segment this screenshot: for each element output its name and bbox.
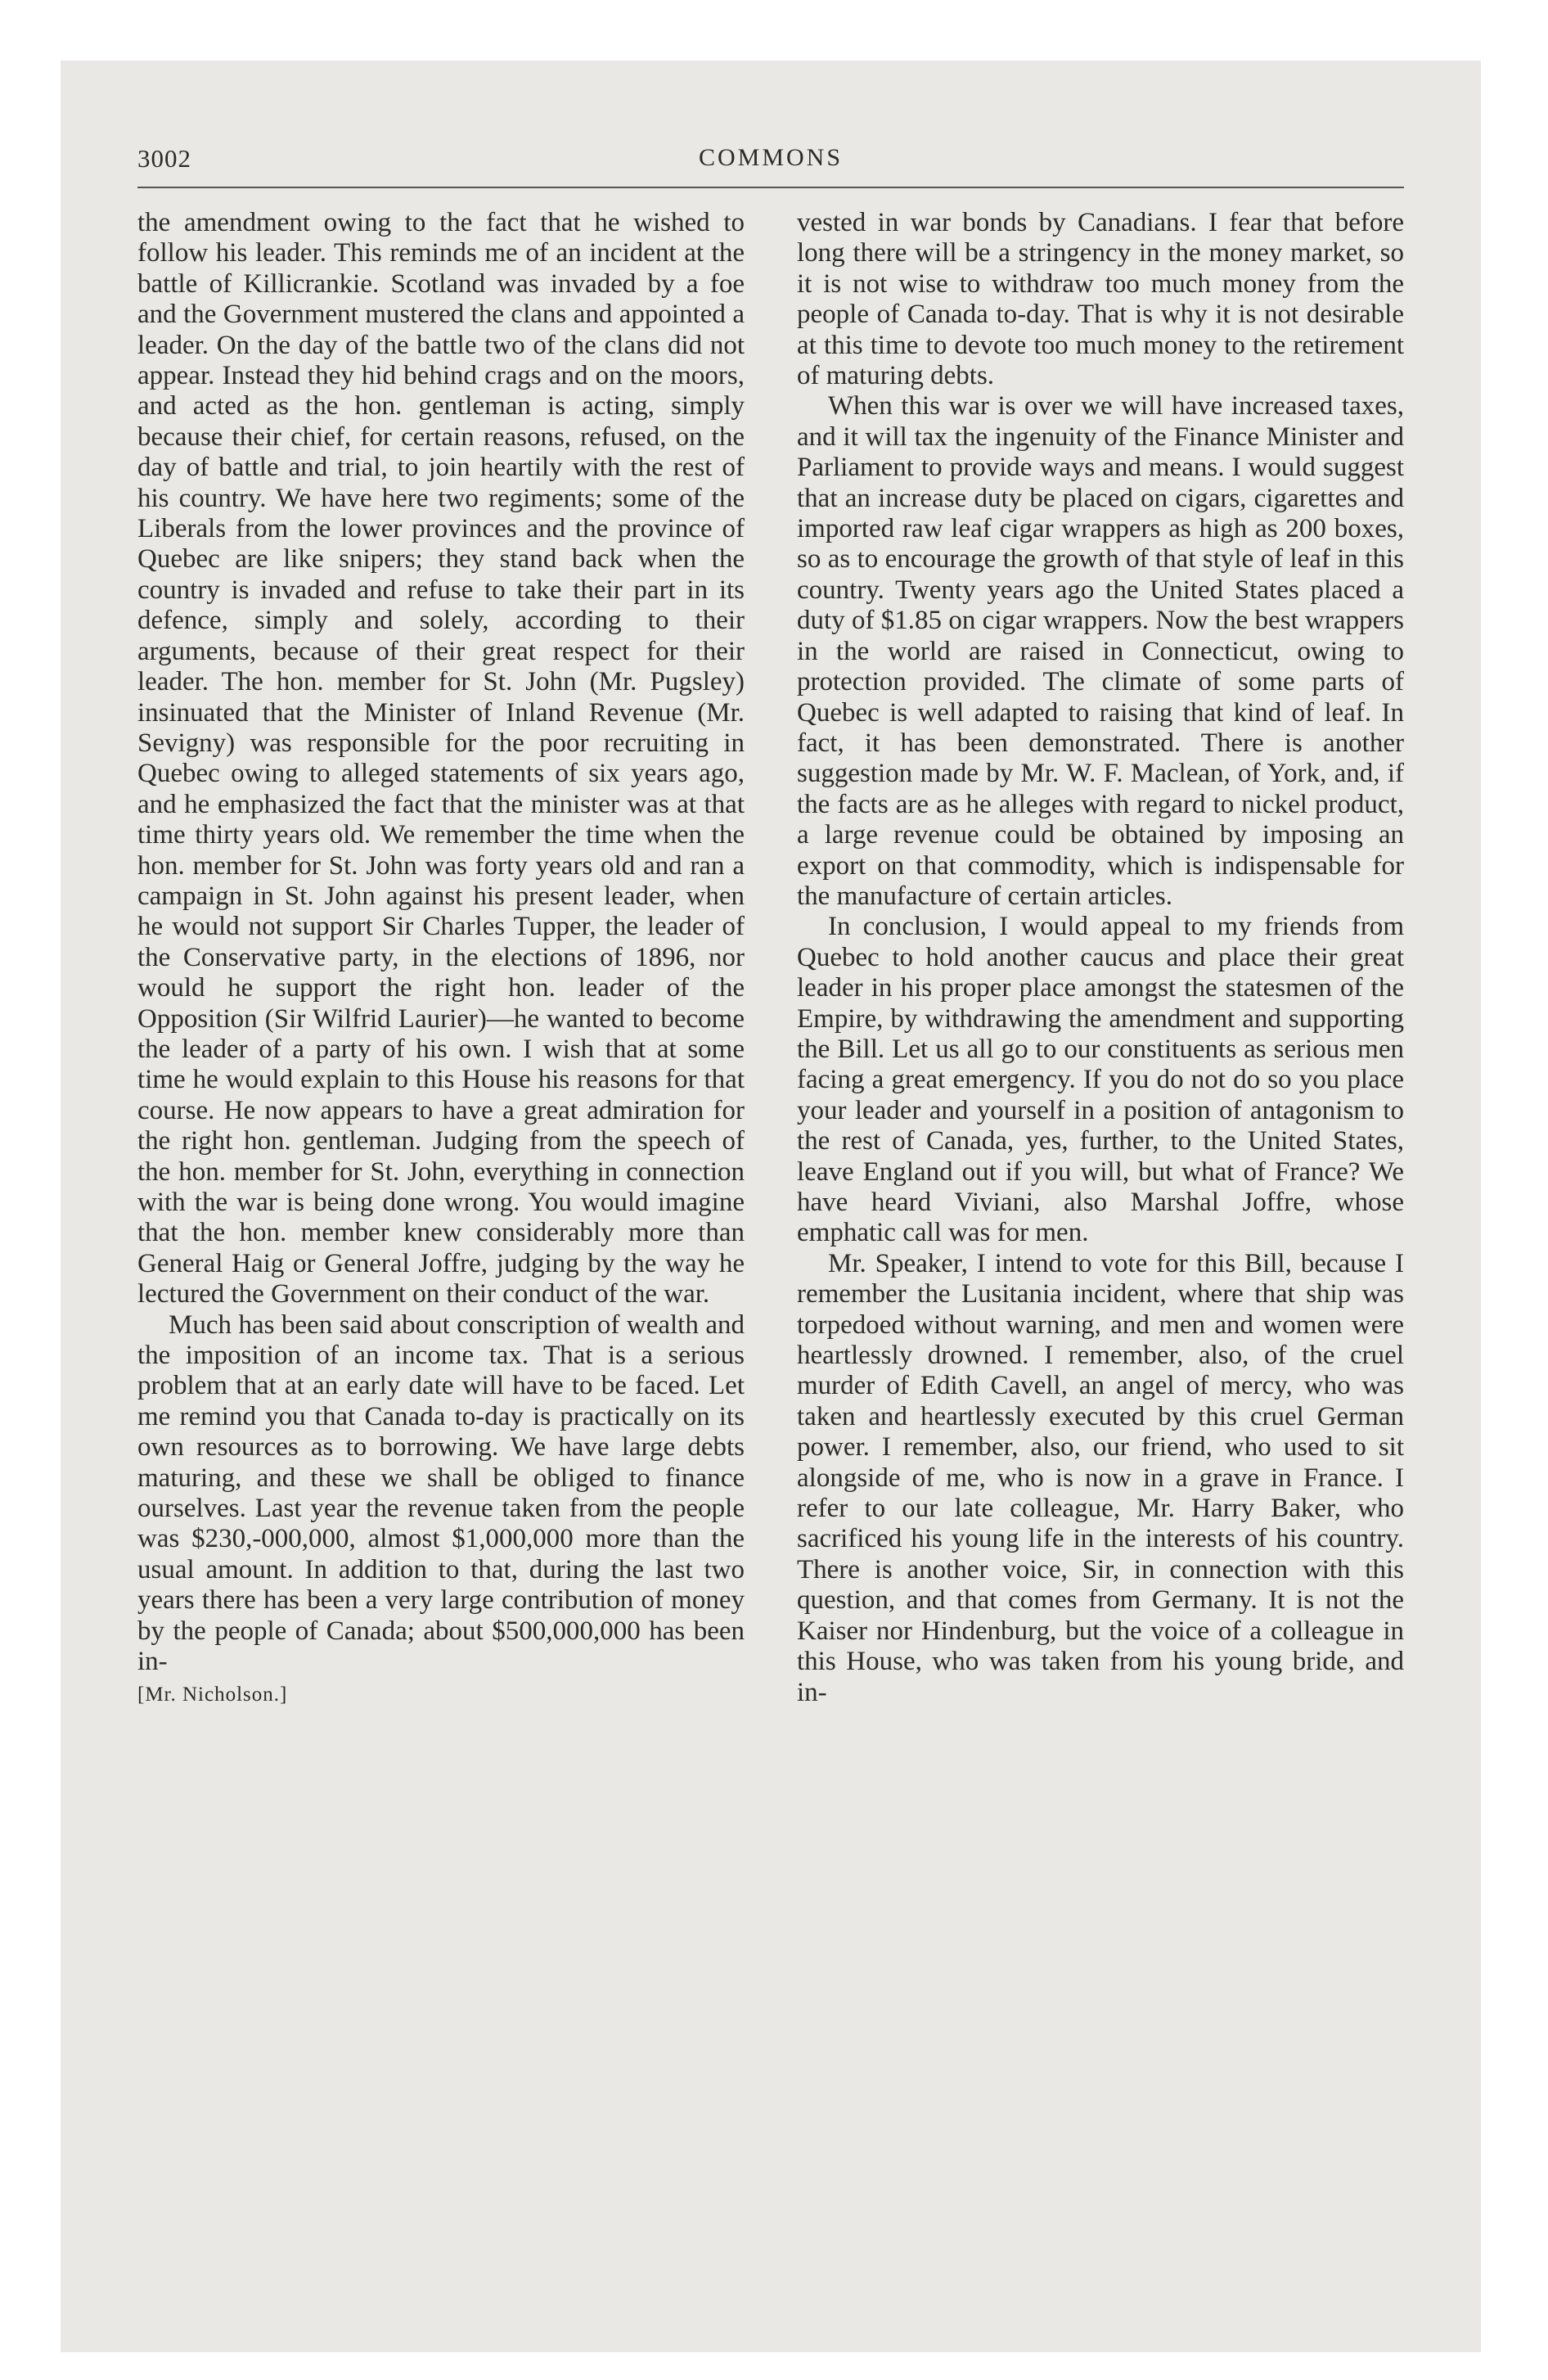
paragraph: vested in war bonds by Canadians. I fear that before long there will be a stringency in the money market, so it is not wise to withdraw too much money from the people of Canada to-day. That is why it is not desirable at this time to devote too much money to the retirement of maturing debts. — [797, 208, 1404, 391]
paragraph: When this war is over we will have increased taxes, and it will tax the ingenuity of the Finance Minister and Parliament to provide ways and means. I would suggest that an increase duty be placed on cigars, cigarettes and imported raw leaf cigar wrappers as high as 200 boxes, so as to encourage the growth of that style of leaf in this country. Twenty years ago the United States placed a duty of $1.85 on cigar wrappers. Now the best wrappers in the world are raised in Connecticut, owing to protection provided. The climate of some parts of Quebec is well adapted to raising that kind of leaf. In fact, it has been demonstrated. There is another suggestion made by Mr. W. F. Maclean, of York, and, if the facts are as he alleges with regard to nickel product, a large revenue could be obtained by imposing an export on that commodity, which is indispensable for the manufacture of certain articles. — [797, 391, 1404, 911]
speaker-attribution: [Mr. Nicholson.] — [137, 1683, 288, 1706]
text-columns — [137, 208, 1404, 1709]
paragraph: Mr. Speaker, I intend to vote for this Bill, because I remember the Lusitania incident, where that ship was torpedoed without warning, and men and women were heartlessly drowned. I remember, also, of the cruel murder of Edith Cavell, an angel of mercy, who was taken and heartlessly executed by this cruel German power. I remember, also, our friend, who used to sit alongside of me, who is now in a grave in France. I refer to our late colleague, Mr. Harry Baker, who sacrificed his young life in the interests of his country. There is another voice, Sir, in connection with this question, and that comes from Germany. It is not the Kaiser nor Hindenburg, but the voice of a colleague in this House, who was taken from his young bride, and in- — [797, 1248, 1404, 1707]
paragraph: In conclusion, I would appeal to my friends from Quebec to hold another caucus and place their great leader in his proper place amongst the statesmen of the Empire, by withdrawing the amendment and supporting the Bill. Let us all go to our constituents as serious men facing a great emergency. If you do not do so you place your leader and yourself in a position of antagonism to the rest of Canada, yes, further, to the United States, leave England out if you will, but what of France? We have heard Viviani, also Marshal Joffre, whose emphatic call was for men. — [797, 912, 1404, 1248]
header-rule — [137, 187, 1404, 188]
paragraph: the amendment owing to the fact that he wished to follow his leader. This reminds me of an incident at the battle of Killicrankie. Scotland was invaded by a foe and the Government mustered the clans and appointed a leader. On the day of the battle two of the clans did not appear. Instead they hid behind crags and on the moors, and acted as the hon. gentleman is acting, simply because their chief, for certain reasons, refused, on the day of battle and trial, to join heartily with the rest of his country. We have here two regiments; some of the Liberals from the lower provinces and the province of Quebec are like snipers; they stand back when the country is invaded and refuse to take their part in its defence, simply and solely, according to their arguments, because of their great respect for their leader. The hon. member for St. John (Mr. Pugsley) insinuated that the Minister of Inland Revenue (Mr. Sevigny) was responsible for the poor recruiting in Quebec owing to alleged statements of six years ago, and he emphasized the fact that the minister was at that time thirty years old. We remember the time when the hon. member for St. John was forty years old and ran a campaign in St. John against his present leader, when he would not support Sir Charles Tupper, the leader of the Conservative party, in the elections of 1896, nor would he support the right hon. leader of the Opposition (Sir Wilfrid Laurier)—he wanted to become the leader of a party of his own. I wish that at some time he would explain to this House his reasons for that course. He now appears to have a great admiration for the right hon. gentleman. Judging from the speech of the hon. member for St. John, everything in connection with the war is being done wrong. You would imagine that the hon. member knew considerably more than General Haig or General Joffre, judging by the way he lectured the Government on their conduct of the war. — [137, 208, 745, 1309]
paragraph: Much has been said about conscription of wealth and the imposition of an income tax. That is a serious problem that at an early date will have to be faced. Let me remind you that Canada to-day is practically on its own resources as to borrowing. We have large debts maturing, and these we shall be obliged to finance ourselves. Last year the revenue taken from the people was $230,-000,000, almost $1,000,000 more than the usual amount. In addition to that, during the last two years there has been a very large contribution of money by the people of Canada; about $500,000,000 has been in- — [137, 1309, 745, 1677]
hansard-page — [137, 144, 1404, 1709]
left-column — [137, 208, 745, 1709]
running-head: COMMONS — [698, 144, 844, 171]
right-column — [797, 208, 1404, 1709]
page-header — [137, 144, 1404, 187]
page-number: 3002 — [137, 144, 191, 173]
